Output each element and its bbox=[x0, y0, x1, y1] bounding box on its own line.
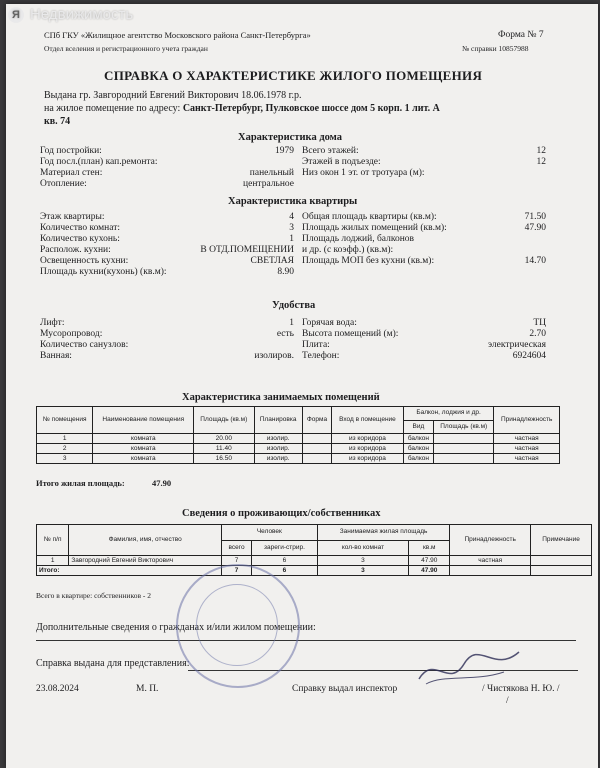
cell: частная bbox=[450, 556, 531, 566]
cell bbox=[450, 566, 531, 576]
col-header: Планировка bbox=[254, 407, 302, 434]
apt-value: 3 bbox=[289, 223, 294, 233]
house-value: 12 bbox=[536, 146, 546, 156]
watermark-text: Недвижимость bbox=[30, 6, 134, 23]
signature-slash: / bbox=[506, 696, 509, 706]
col-header: Человек bbox=[222, 525, 318, 541]
apt-label: Площадь лоджий, балконов bbox=[302, 234, 415, 244]
apt-value: 4 bbox=[289, 212, 294, 222]
cell: 3 bbox=[317, 566, 408, 576]
house-right bbox=[302, 146, 546, 179]
comfort-label: Количество санузлов: bbox=[40, 340, 129, 350]
house-label: Материал стен: bbox=[40, 168, 103, 178]
comfort-value: изолиров. bbox=[254, 351, 294, 361]
watermark bbox=[8, 6, 133, 23]
comfort-row bbox=[302, 351, 546, 362]
inspector-name: / Чистякова Н. Ю. / bbox=[482, 684, 560, 694]
cell: из коридора bbox=[332, 434, 404, 444]
yandex-logo-icon: Я bbox=[8, 7, 24, 23]
cell: комната bbox=[93, 454, 194, 464]
cell bbox=[302, 454, 331, 464]
col-header: Вид bbox=[403, 420, 433, 434]
house-row bbox=[40, 179, 294, 190]
apt-row bbox=[302, 212, 546, 223]
comfort-right bbox=[302, 318, 546, 362]
col-header: Площадь (кв.м) bbox=[194, 407, 254, 434]
comfort-row bbox=[40, 318, 294, 329]
cell: балкон bbox=[403, 444, 433, 454]
house-label: Отопление: bbox=[40, 179, 87, 189]
house-row bbox=[40, 157, 294, 168]
form-number: Форма № 7 bbox=[498, 30, 544, 40]
stamp-place: М. П. bbox=[136, 684, 159, 694]
comfort-label: Ванная: bbox=[40, 351, 72, 361]
comfort-label: Плита: bbox=[302, 340, 330, 350]
issue-date: 23.08.2024 bbox=[36, 684, 79, 694]
col-header: кв.м bbox=[409, 540, 450, 556]
living-area-total-label: Итого жилая площадь: bbox=[36, 478, 125, 488]
cell: 3 bbox=[317, 556, 408, 566]
col-header: № п/п bbox=[37, 525, 69, 556]
col-header: Принадлежность bbox=[494, 407, 560, 434]
certificate-page bbox=[6, 4, 598, 768]
rooms-table bbox=[36, 406, 560, 464]
residents-header-row bbox=[37, 525, 592, 541]
cell: из коридора bbox=[332, 444, 404, 454]
apt-value: СВЕТЛАЯ bbox=[250, 256, 294, 266]
cell: балкон bbox=[403, 434, 433, 444]
comfort-row bbox=[40, 329, 294, 340]
col-header: Фамилия, имя, отчество bbox=[69, 525, 222, 556]
house-value: 1979 bbox=[275, 146, 294, 156]
col-header: зареги-стрир. bbox=[252, 540, 318, 556]
house-row bbox=[302, 146, 546, 157]
house-value: центральное bbox=[243, 179, 294, 189]
apt-row bbox=[40, 267, 294, 278]
residents-summary: Всего в квартире: собственников - 2 bbox=[36, 591, 151, 600]
col-header: № помещения bbox=[37, 407, 93, 434]
rooms-heading: Характеристика занимаемых помещений bbox=[182, 392, 380, 403]
signature-icon bbox=[414, 644, 524, 694]
apartment-heading: Характеристика квартиры bbox=[228, 196, 358, 207]
apt-label: Освещенность кухни: bbox=[40, 256, 129, 266]
cell: 1 bbox=[37, 434, 93, 444]
cell: комната bbox=[93, 444, 194, 454]
cell: 11.40 bbox=[194, 444, 254, 454]
comfort-row bbox=[302, 318, 546, 329]
house-label: Всего этажей: bbox=[302, 146, 359, 156]
cell: 2 bbox=[37, 444, 93, 454]
col-header: Принадлежность bbox=[450, 525, 531, 556]
apt-value: 71.50 bbox=[524, 212, 546, 222]
cell: 16.50 bbox=[194, 454, 254, 464]
col-header: Наименование помещения bbox=[93, 407, 194, 434]
comfort-row bbox=[302, 340, 546, 351]
living-area-total-value: 47.90 bbox=[152, 478, 172, 488]
comfort-left bbox=[40, 318, 294, 362]
comfort-value: 6924604 bbox=[512, 351, 546, 361]
col-header: Балкон, лоджия и др. bbox=[403, 407, 494, 421]
house-label: Этажей в подъезде: bbox=[302, 157, 381, 167]
org-name: СПб ГКУ «Жилищное агентство Московского района Санкт-Петербурга» bbox=[44, 30, 311, 40]
cell bbox=[302, 444, 331, 454]
table-total-row bbox=[37, 566, 592, 576]
table-row bbox=[37, 556, 592, 566]
house-row bbox=[40, 168, 294, 179]
comfort-row bbox=[40, 340, 294, 351]
table-row bbox=[37, 454, 560, 464]
comfort-value: есть bbox=[276, 329, 294, 339]
cell: Итого: bbox=[37, 566, 222, 576]
comfort-value: 2.70 bbox=[529, 329, 546, 339]
apt-label: Площадь кухни(кухонь) (кв.м): bbox=[40, 267, 167, 277]
house-left bbox=[40, 146, 294, 190]
comfort-label: Горячая вода: bbox=[302, 318, 357, 328]
col-header: кол-во комнат bbox=[317, 540, 408, 556]
apt-row bbox=[40, 245, 294, 256]
cell bbox=[434, 434, 494, 444]
house-label: Низ окон 1 эт. от тротуара (м): bbox=[302, 168, 425, 178]
comfort-label: Телефон: bbox=[302, 351, 340, 361]
cell: 47.90 bbox=[409, 556, 450, 566]
residents-table bbox=[36, 524, 592, 576]
apt-row bbox=[40, 234, 294, 245]
col-header: Вход в помещение bbox=[332, 407, 404, 434]
comfort-heading: Удобства bbox=[272, 300, 316, 311]
col-header: всего bbox=[222, 540, 252, 556]
issued-to-text: Выдана гр. Завгородний Евгений Викторович 18.06.1978 г.р. bbox=[44, 90, 302, 101]
comfort-value: электрическая bbox=[488, 340, 546, 350]
apt-label: Площадь МОП без кухни (кв.м): bbox=[302, 256, 435, 266]
cell: изолир. bbox=[254, 444, 302, 454]
house-value: панельный bbox=[249, 168, 294, 178]
cell: частная bbox=[494, 434, 560, 444]
apt-label: и др. (с коэфф.) (кв.м): bbox=[302, 245, 394, 255]
apartment-number: кв. 74 bbox=[44, 116, 71, 127]
table-row bbox=[37, 444, 560, 454]
issued-for-label: Справка выдана для представления: bbox=[36, 658, 190, 669]
certificate-number: № справки 10857988 bbox=[462, 44, 529, 53]
col-header: Форма bbox=[302, 407, 331, 434]
cell bbox=[531, 566, 592, 576]
address-prefix: на жилое помещение по адресу: bbox=[44, 103, 181, 114]
apt-label: Количество кухонь: bbox=[40, 234, 120, 244]
house-row bbox=[40, 146, 294, 157]
house-heading: Характеристика дома bbox=[238, 132, 343, 143]
apt-row bbox=[302, 223, 546, 234]
cell: изолир. bbox=[254, 454, 302, 464]
official-stamp-inner-icon bbox=[196, 584, 278, 666]
cell bbox=[302, 434, 331, 444]
table-row bbox=[37, 434, 560, 444]
apt-row bbox=[302, 245, 546, 256]
cell: 6 bbox=[252, 556, 318, 566]
address-line bbox=[44, 103, 440, 114]
apt-value: 8.90 bbox=[277, 267, 294, 277]
apartment-right bbox=[302, 212, 546, 267]
inspector-label: Справку выдал инспектор bbox=[292, 684, 398, 694]
house-label: Год постройки: bbox=[40, 146, 102, 156]
comfort-label: Лифт: bbox=[40, 318, 65, 328]
cell: 7 bbox=[222, 556, 252, 566]
cell: 6 bbox=[252, 566, 318, 576]
apt-label: Общая площадь квартиры (кв.м): bbox=[302, 212, 437, 222]
cell: 3 bbox=[37, 454, 93, 464]
cell bbox=[434, 454, 494, 464]
cell: частная bbox=[494, 454, 560, 464]
separator-line bbox=[36, 640, 576, 641]
issued-to bbox=[44, 90, 302, 101]
col-header: Примечание bbox=[531, 525, 592, 556]
apt-row bbox=[40, 212, 294, 223]
rooms-header-row bbox=[37, 407, 560, 421]
cell: 47.90 bbox=[409, 566, 450, 576]
cell: Завгородний Евгений Викторович bbox=[69, 556, 222, 566]
residents-heading: Сведения о проживающих/собственниках bbox=[182, 508, 381, 519]
apt-label: Площадь жилых помещений (кв.м): bbox=[302, 223, 447, 233]
apt-row bbox=[302, 234, 546, 245]
address-value: Санкт-Петербург, Пулковское шоссе дом 5 корп. 1 лит. А bbox=[182, 103, 440, 114]
house-label: Год посл.(план) кап.ремонта: bbox=[40, 157, 158, 167]
apt-value: 14.70 bbox=[524, 256, 546, 266]
cell: 7 bbox=[222, 566, 252, 576]
cell: комната bbox=[93, 434, 194, 444]
comfort-label: Высота помещений (м): bbox=[302, 329, 399, 339]
apt-row bbox=[40, 256, 294, 267]
apt-row bbox=[40, 223, 294, 234]
comfort-value: ТЦ bbox=[533, 318, 546, 328]
cell: частная bbox=[494, 444, 560, 454]
house-row bbox=[302, 157, 546, 168]
page-title: СПРАВКА О ХАРАКТЕРИСТИКЕ ЖИЛОГО ПОМЕЩЕНИЯ bbox=[104, 68, 483, 83]
cell: 1 bbox=[37, 556, 69, 566]
apt-label: Располож. кухни: bbox=[40, 245, 111, 255]
apt-label: Количество комнат: bbox=[40, 223, 121, 233]
apartment-left bbox=[40, 212, 294, 278]
comfort-label: Мусоропровод: bbox=[40, 329, 103, 339]
col-header: Занимаемая жилая площадь bbox=[317, 525, 450, 541]
additional-info-label: Дополнительные сведения о гражданах и/или жилом помещении: bbox=[36, 622, 316, 633]
cell: балкон bbox=[403, 454, 433, 464]
apt-label: Этаж квартиры: bbox=[40, 212, 105, 222]
cell bbox=[531, 556, 592, 566]
cell: изолир. bbox=[254, 434, 302, 444]
cell: 20.00 bbox=[194, 434, 254, 444]
house-value: 12 bbox=[536, 157, 546, 167]
house-row bbox=[302, 168, 546, 179]
comfort-value: 1 bbox=[289, 318, 294, 328]
dept-name: Отдел вселения и регистрационного учета граждан bbox=[44, 44, 208, 53]
apt-value: 47.90 bbox=[524, 223, 546, 233]
apt-value: 1 bbox=[289, 234, 294, 244]
apt-value: В ОТД.ПОМЕЩЕНИИ bbox=[200, 245, 294, 255]
apt-row bbox=[302, 256, 546, 267]
col-header: Площадь (кв.м) bbox=[434, 420, 494, 434]
cell: из коридора bbox=[332, 454, 404, 464]
comfort-row bbox=[40, 351, 294, 362]
cell bbox=[434, 444, 494, 454]
comfort-row bbox=[302, 329, 546, 340]
